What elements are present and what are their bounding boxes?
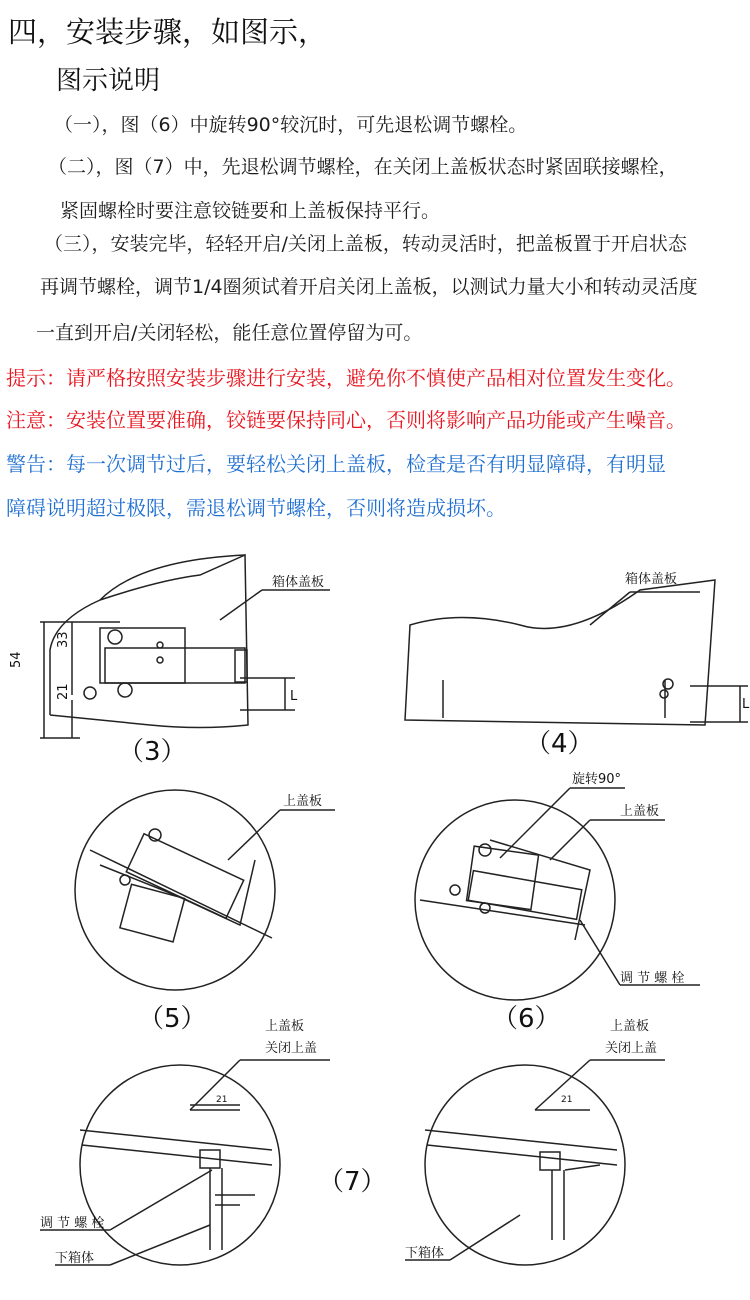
- instruction-line-2: （二），图（7）中，先退松调节螺栓，在关闭上盖板状态时紧固联接螺栓，: [48, 156, 678, 178]
- fig6-caption: （6）: [492, 1004, 561, 1034]
- fig7b-label-box: 下箱体: [405, 1246, 445, 1261]
- fig5-caption: （5）: [138, 1004, 207, 1034]
- fig7b-label-close: 关闭上盖: [605, 1041, 658, 1056]
- instruction-line-4: （三），安装完毕，轻轻开启/关闭上盖板，转动灵活时，把盖板置于开启状态: [44, 233, 687, 255]
- fig7-dim-21: 21: [216, 1095, 228, 1105]
- fig4-caption: （4）: [525, 729, 594, 759]
- fig6-label-rotate: 旋转90°: [572, 772, 622, 787]
- fig7-caption: （7）: [318, 1167, 387, 1197]
- instruction-line-1: （一），图（6）中旋转90°较沉时，可先退松调节螺栓。: [54, 114, 528, 136]
- figure-4-drawing: [405, 580, 748, 725]
- fig3-dim-54: 54: [9, 651, 24, 668]
- fig7b-label-cover: 上盖板: [610, 1019, 650, 1034]
- section-heading: 四，安装步骤，如图示，: [8, 15, 328, 49]
- fig3-caption: （3）: [118, 737, 187, 767]
- notice-text: 注意：安装位置要准确，铰链要保持同心，否则将影响产品功能或产生噪音。: [6, 408, 686, 432]
- fig3-dim-33: 33: [56, 631, 71, 648]
- fig3-dim-L: L: [290, 689, 298, 704]
- instruction-line-5: 再调节螺栓，调节1/4圈须试着开启关闭上盖板，以测试力量大小和转动灵活度: [40, 276, 698, 298]
- figure-6-drawing: [415, 788, 700, 1000]
- figure-5-drawing: [75, 790, 335, 990]
- fig5-label-cover: 上盖板: [283, 794, 323, 809]
- fig6-label-cover: 上盖板: [620, 804, 660, 819]
- fig4-label-cover: 箱体盖板: [625, 572, 678, 587]
- figure-7-right-drawing: [405, 1060, 665, 1265]
- section-subheading: 图示说明: [56, 66, 161, 96]
- fig6-label-screw: 调 节 螺 栓: [620, 971, 685, 986]
- figure-7-left-drawing: [40, 1060, 330, 1265]
- fig4-dim-L: L: [742, 697, 750, 712]
- fig7-label-box: 下箱体: [55, 1251, 95, 1266]
- installation-diagrams: [0, 540, 750, 1300]
- warning-text-1: 警告：每一次调节过后，要轻松关闭上盖板，检查是否有明显障碍，有明显: [6, 452, 666, 476]
- warning-text-2: 障碍说明超过极限，需退松调节螺栓，否则将造成损坏。: [6, 496, 506, 520]
- fig7-label-screw: 调 节 螺 栓: [40, 1216, 105, 1231]
- fig3-dim-21: 21: [56, 683, 71, 700]
- fig3-label-cover: 箱体盖板: [272, 575, 325, 590]
- instruction-line-3: 紧固螺栓时要注意铰链要和上盖板保持平行。: [60, 200, 441, 222]
- fig7-label-cover: 上盖板: [265, 1019, 305, 1034]
- instruction-line-6: 一直到开启/关闭轻松，能任意位置停留为可。: [36, 322, 423, 344]
- fig7b-dim-21: 21: [561, 1095, 573, 1105]
- fig7-label-close: 关闭上盖: [265, 1041, 318, 1056]
- tip-text: 提示：请严格按照安装步骤进行安装，避免你不慎使产品相对位置发生变化。: [6, 366, 686, 390]
